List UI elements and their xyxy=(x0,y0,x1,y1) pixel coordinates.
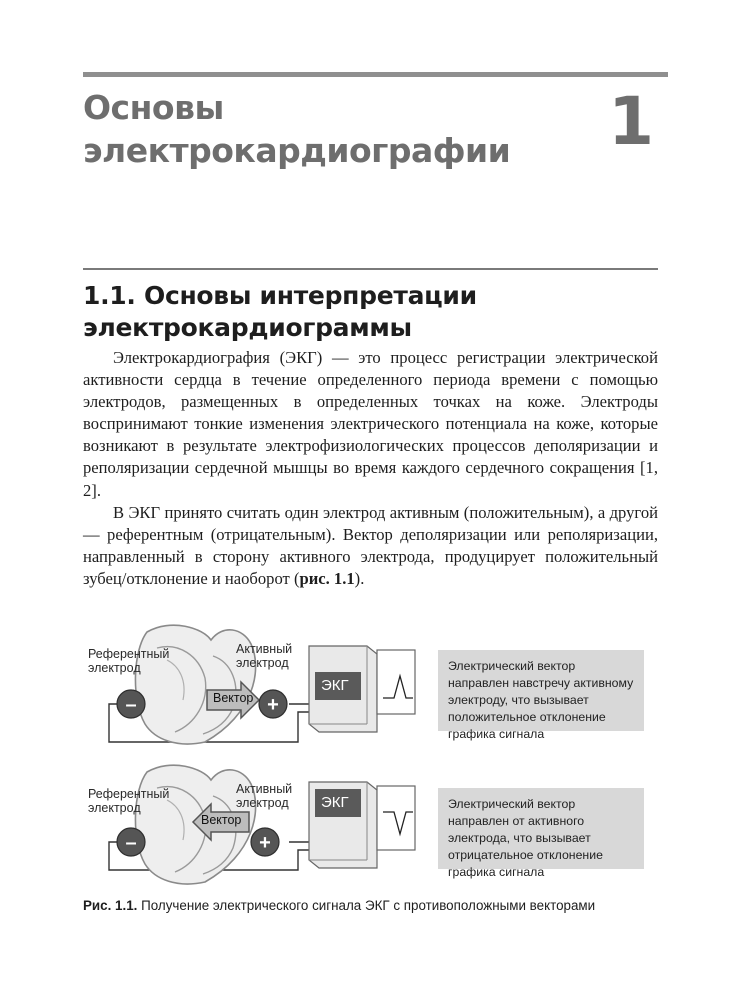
vector-label: Вектор xyxy=(213,691,254,705)
plus-sign: + xyxy=(267,694,279,716)
minus-electrode-icon xyxy=(117,828,145,856)
top-rule xyxy=(83,72,668,77)
paragraph-2-end: ). xyxy=(354,568,365,588)
paragraph-2-text: В ЭКГ принято считать один электрод активным (положительным), а другой — референтным (отрицательным). Вектор деполяризации или реполяризации, направленный в сторону активного электрода, продуцирует положительный зубец/отклонение и наоборот ( xyxy=(83,502,658,588)
active-electrode-label: Активный электрод xyxy=(236,782,293,810)
body-text xyxy=(83,347,658,590)
referent-electrode-label: Референтный электрод xyxy=(88,647,170,675)
ekg-label: ЭКГ xyxy=(321,677,349,694)
ekg-diagram-negative xyxy=(83,760,438,900)
referent-electrode-label: Референтный электрод xyxy=(88,787,170,815)
caption-text: Получение электрического сигнала ЭКГ с противоположными векторами xyxy=(137,898,596,913)
plus-electrode-icon xyxy=(259,690,287,718)
negative-deflection-icon xyxy=(377,786,415,850)
chapter-title xyxy=(83,86,543,172)
chapter-title-line1: Основы xyxy=(83,88,224,127)
active-electrode-label: Активный электрод xyxy=(236,642,293,670)
positive-deflection-icon xyxy=(377,650,415,714)
minus-sign: – xyxy=(125,694,137,716)
plus-sign: + xyxy=(259,832,271,854)
section-rule xyxy=(83,268,658,270)
figure-reference-link[interactable]: рис. 1.1 xyxy=(299,568,355,588)
ekg-label: ЭКГ xyxy=(321,794,349,811)
ekg-diagram-positive xyxy=(83,620,438,760)
section-title-line1: 1.1. Основы интерпретации xyxy=(83,281,477,310)
chapter-number: 1 xyxy=(608,83,654,160)
figure-1-1 xyxy=(83,620,663,913)
figure-panel-positive xyxy=(83,620,663,760)
figure-panel-negative xyxy=(83,760,663,900)
note-negative: Электрический вектор направлен от активного электрода, что вызывает отрицательное отклонение графика сигнала xyxy=(438,788,644,869)
plus-electrode-icon xyxy=(251,828,279,856)
chapter-title-line2: электрокардиографии xyxy=(83,131,511,170)
note-positive: Электрический вектор направлен навстречу активному электроду, что вызывает положительное отклонение графика сигнала xyxy=(438,650,644,731)
section-title xyxy=(83,280,643,344)
minus-sign: – xyxy=(125,832,137,854)
section-title-line2: электрокардиограммы xyxy=(83,313,412,342)
vector-label: Вектор xyxy=(201,813,242,827)
caption-label: Рис. 1.1. xyxy=(83,898,138,913)
paragraph-2 xyxy=(83,502,658,590)
paragraph-1: Электрокардиография (ЭКГ) — это процесс регистрации электрической активности сердца в течение определенного периода времени с помощью электродов, размещенных в определенных точках на коже. Электроды воспринимают тонкие изменения электрического потенциала на коже, которые возникают в результате электрофизиологических процессов деполяризации и реполяризации сердечной мышцы во время каждого сердечного сокращения [1, 2]. xyxy=(83,348,658,500)
figure-caption xyxy=(83,898,673,913)
minus-electrode-icon xyxy=(117,690,145,718)
